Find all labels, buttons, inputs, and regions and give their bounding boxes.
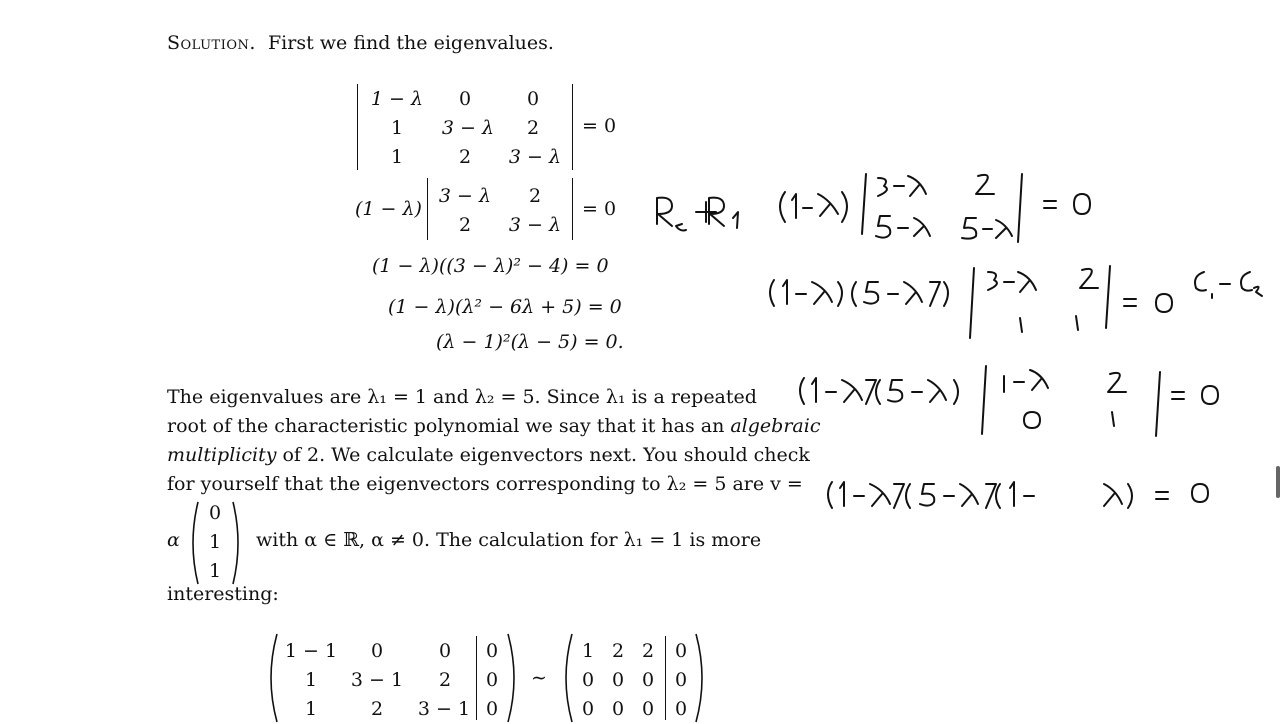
step2-rhs: = 0 xyxy=(582,198,617,220)
step-line: (1 − λ)((3 − λ)² − 4) = 0 xyxy=(372,255,609,277)
matrix-cell: 0 xyxy=(674,669,688,691)
paragraph-emphasis: multiplicity xyxy=(167,444,277,466)
scrollbar-thumb[interactable] xyxy=(1276,466,1280,498)
row-equivalence-symbol: ∼ xyxy=(531,667,547,689)
matrix-cell: 2 xyxy=(611,640,625,662)
matrix-cell: 1 xyxy=(304,669,318,691)
det-cell: 1 xyxy=(390,117,404,139)
solution-intro: First we find the eigenvalues. xyxy=(268,32,554,54)
matrix-cell: 0 xyxy=(641,698,655,720)
handwritten-line-2 xyxy=(770,266,1262,338)
paragraph-emphasis: algebraic xyxy=(730,415,821,437)
matrix-cell: 1 xyxy=(581,640,595,662)
matrix-cell: 2 xyxy=(370,698,384,720)
matrix-cell: 3 − 1 xyxy=(417,698,471,720)
handwritten-line-1 xyxy=(780,174,1090,242)
matrix-cell: 0 xyxy=(611,669,625,691)
det-cell: 1 xyxy=(390,146,404,168)
matrix-cell: 0 xyxy=(581,669,595,691)
alpha-symbol: α xyxy=(167,529,180,551)
det-cell: 0 xyxy=(458,88,472,110)
matrix-cell: 0 xyxy=(611,698,625,720)
solution-heading: Solution. xyxy=(167,32,256,54)
det-cell: 0 xyxy=(526,88,540,110)
paragraph-line: for yourself that the eigenvectors corresponding to λ₂ = 5 are v = xyxy=(167,473,803,495)
paragraph-line: interesting: xyxy=(167,583,279,605)
det-rhs: = 0 xyxy=(582,115,617,137)
matrix-cell: 0 xyxy=(581,698,595,720)
matrix-cell: 0 xyxy=(485,640,499,662)
matrix-cell: 2 xyxy=(641,640,655,662)
step2-prefix: (1 − λ) xyxy=(355,198,422,220)
matrix-cell: 1 xyxy=(304,698,318,720)
matrix-cell: 3 − 1 xyxy=(350,669,404,691)
matrix-cell: 0 xyxy=(641,669,655,691)
det-cell: 2 xyxy=(526,117,540,139)
step-line: (λ − 1)²(λ − 5) = 0. xyxy=(436,331,624,353)
vector-entry: 0 xyxy=(208,502,222,524)
matrix-cell: 0 xyxy=(438,640,452,662)
det2-cell: 2 xyxy=(458,214,472,236)
handwritten-line-4 xyxy=(828,482,1208,508)
paragraph-text: root of the characteristic polynomial we say that it has an xyxy=(167,415,731,437)
det-cell: 1 − λ xyxy=(370,88,424,110)
vector-entry: 1 xyxy=(208,531,222,553)
paragraph-text: of 2. We calculate eigenvectors next. You should check xyxy=(276,444,810,466)
matrix-cell: 0 xyxy=(674,640,688,662)
handwritten-line-3 xyxy=(800,366,1218,436)
vector-entry: 1 xyxy=(208,560,222,582)
paragraph-line: with α ∈ ℝ, α ≠ 0. The calculation for λ₁ = 1 is more xyxy=(256,529,762,551)
det-cell: 3 − λ xyxy=(508,146,562,168)
det2-cell: 3 − λ xyxy=(508,214,562,236)
det-cell: 3 − λ xyxy=(441,117,495,139)
matrix-cell: 0 xyxy=(370,640,384,662)
handwritten-row-operation xyxy=(657,198,738,231)
matrix-cell: 0 xyxy=(674,698,688,720)
matrix-cell: 2 xyxy=(438,669,452,691)
matrix-cell: 0 xyxy=(485,698,499,720)
matrix-cell: 1 − 1 xyxy=(284,640,338,662)
matrix-cell: 0 xyxy=(485,669,499,691)
det2-cell: 3 − λ xyxy=(438,185,492,207)
paragraph-line: The eigenvalues are λ₁ = 1 and λ₂ = 5. Since λ₁ is a repeated xyxy=(167,386,757,408)
step-line: (1 − λ)(λ² − 6λ + 5) = 0 xyxy=(388,296,622,318)
det2-cell: 2 xyxy=(528,185,542,207)
det-cell: 2 xyxy=(458,146,472,168)
